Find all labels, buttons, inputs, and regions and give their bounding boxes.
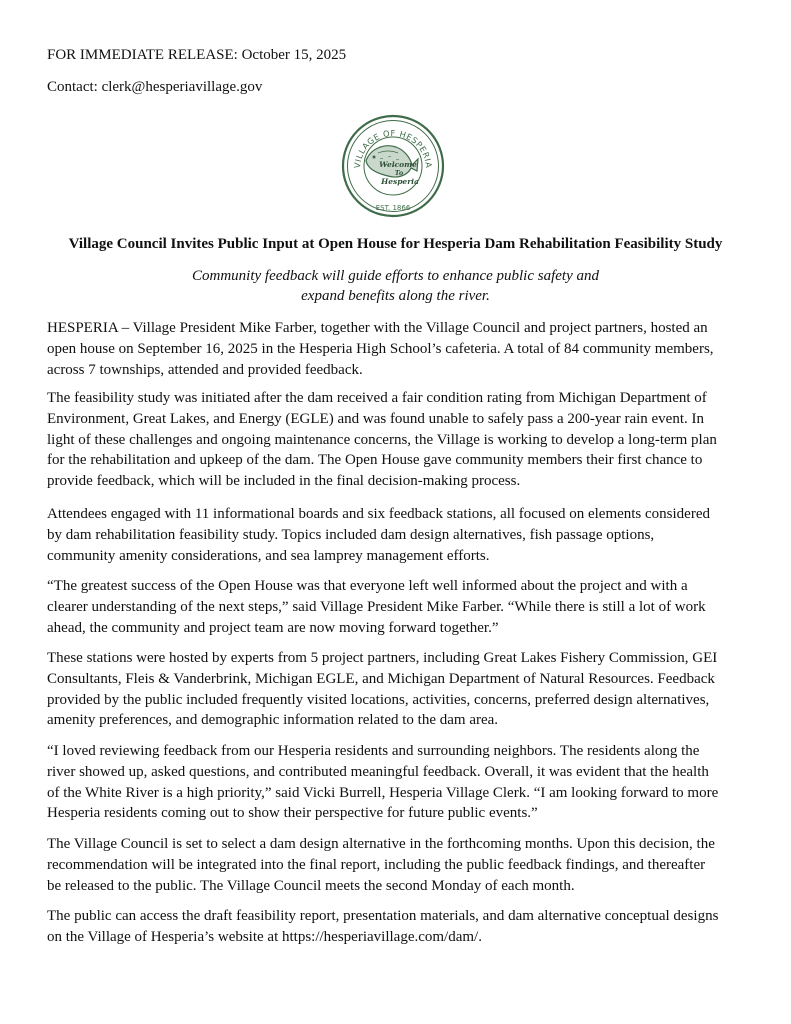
paragraph-project-partners [47, 648, 767, 731]
paragraph-next-steps [47, 834, 767, 896]
text-line: The public can access the draft feasibility report, presentation materials, and dam alternative conceptual designs [47, 908, 719, 924]
text-line: recommendation will be integrated into the final report, including the public feedback findings, and thereafter [47, 856, 706, 873]
subhead-line: expand benefits along the river. [301, 288, 490, 304]
seal-top-text: VILLAGE OF HESPERIA [351, 127, 435, 169]
text-line: light of these challenges and ongoing maintenance concerns, the Village is working to develop a long-term plan [47, 431, 717, 448]
text-line: be released to the public. The Village Council meets the second Monday of each month. [47, 877, 575, 894]
paragraph-president-quote [47, 576, 767, 638]
text-line: “The greatest success of the Open House was that everyone left well informed about the project and with a [47, 578, 688, 594]
text-line: community amenity considerations, and sea lamprey management efforts. [47, 547, 490, 564]
seal-welcome-text: Welcome [379, 160, 417, 169]
headline: Village Council Invites Public Input at Open House for Hesperia Dam Rehabilitation Feasibility Study [68, 236, 723, 252]
village-seal-logo [338, 113, 448, 219]
text-line: Environment, Great Lakes, and Energy (EGLE) and was found unable to safely pass a 200-year rain event. In [47, 410, 704, 427]
paragraph-public-access [47, 906, 767, 948]
seal-est-text: EST. 1866 [375, 204, 411, 212]
contact-line: Contact: clerk@hesperiavillage.gov [47, 79, 263, 95]
text-line: ahead, the community and project team are now moving forward together.” [47, 619, 499, 636]
text-line: provided by the public included frequently visited locations, activities, concerns, preferred design alternatives, [47, 691, 710, 708]
text-line: open house on September 16, 2025 in the Hesperia High School’s cafeteria. A total of 84 community members, [47, 340, 714, 357]
text-line: provide feedback, which will be included in the final decision-making process. [47, 473, 521, 490]
paragraph-open-house [47, 318, 767, 380]
text-line: for the rehabilitation and upkeep of the dam. The Open House gave community members their first chance to [47, 452, 703, 469]
seal-to-text: To [394, 169, 404, 177]
seal-hesperia-text: Hesperia [381, 177, 419, 186]
text-line: by dam rehabilitation feasibility study. Topics included dam design alternatives, fish passage options, [47, 526, 655, 543]
text-line: HESPERIA – Village President Mike Farber, together with the Village Council and project partners, hosted an [47, 320, 708, 336]
paragraph-attendees [47, 504, 767, 566]
release-date-line: FOR IMMEDIATE RELEASE: October 15, 2025 [47, 47, 347, 63]
text-line: river showed up, asked questions, and contributed meaningful feedback. Overall, it was evident that the health [47, 763, 709, 780]
text-line: Hesperia residents coming out to show their perspective for future public events.” [47, 805, 538, 822]
paragraph-feasibility-study [47, 388, 767, 492]
text-line: Consultants, Fleis & Vanderbrink, Michigan EGLE, and Michigan Department of Natural Resources. Feedback [47, 670, 715, 687]
text-line: of the White River is a high priority,” said Vicki Burrell, Hesperia Village Clerk. “I am looking forward to more [47, 784, 719, 801]
text-line: The feasibility study was initiated after the dam received a fair condition rating from Michigan Department of [47, 390, 707, 406]
paragraph-clerk-quote [47, 741, 767, 824]
text-line: Attendees engaged with 11 informational boards and six feedback stations, all focused on elements considered [47, 506, 710, 522]
text-line: The Village Council is set to select a dam design alternative in the forthcoming months. Upon this decision, the [47, 836, 715, 852]
text-line: across 7 townships, attended and provided feedback. [47, 361, 363, 378]
subheadline [0, 266, 791, 306]
text-line: amenity preferences, and demographic information related to the dam area. [47, 712, 499, 729]
text-line: These stations were hosted by experts from 5 project partners, including Great Lakes Fishery Commission, GEI [47, 650, 718, 666]
text-line: “I loved reviewing feedback from our Hesperia residents and surrounding neighbors. The residents along the [47, 743, 700, 759]
text-line: clearer understanding of the next steps,” said Village President Mike Farber. “While there is still a lot of work [47, 598, 706, 615]
subhead-line: Community feedback will guide efforts to enhance public safety and [192, 268, 599, 284]
text-line: on the Village of Hesperia’s website at https://hesperiavillage.com/dam/. [47, 928, 482, 945]
